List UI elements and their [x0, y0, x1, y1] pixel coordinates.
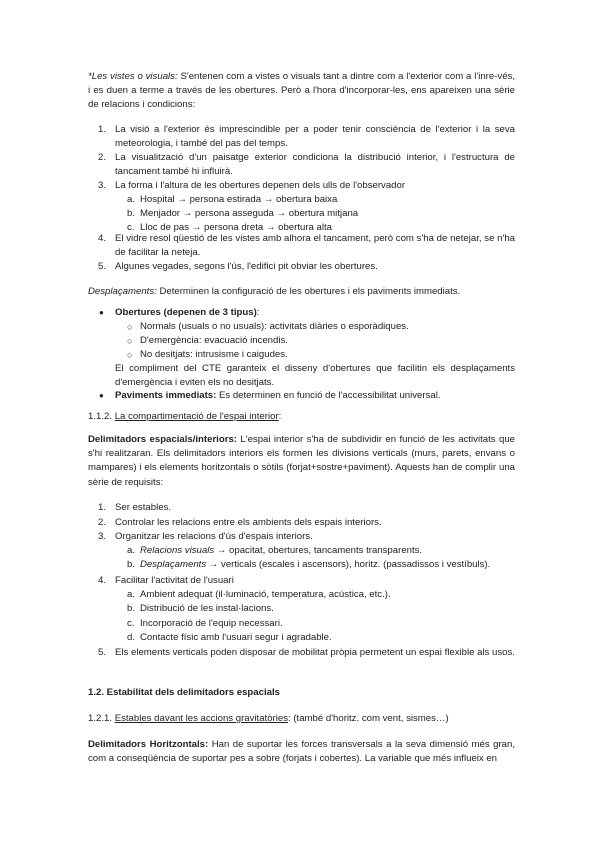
list-item: 1. Ser estables. [98, 502, 171, 513]
intro-text: S'entenen com a vistes o visuals tant a dintre com a l'exterior com a l'inre-vés, i es duen a terme a través de les obertures. Però a l'hora d'incorporar-les, ens apareixen una sèrie de relacions i condicions: [88, 71, 515, 111]
list-item: 5. Algunes vegades, segons l'ús, l'edifici pit obviar les obertures. [98, 261, 378, 272]
list-item: 2. La visualització d'un paisatge exterior condiciona la distribució interior, i l'estructura de tancament també hi influirà. [98, 152, 515, 178]
obertures-note: El compliment del CTE garanteix el disseny d'obertures que facilitin els desplaçaments d'emergència i eviten els no desitjats. [115, 363, 515, 389]
list-item: 5. Els elements verticals poden disposar de mobilitat pròpia permetent un espai flexible als usos. [98, 647, 515, 658]
list-item: 2. Controlar les relacions entre els ambients dels espais interiors. [98, 517, 382, 528]
desplacaments-paragraph: Desplaçaments: Determinen la configuració de les obertures i els paviments immediats. [88, 286, 461, 297]
list-subitem: ○ Normals (usuals o no usuals): activitats diàries o esporàdiques. [88, 320, 515, 335]
list-subitem: ○ D'emergència: evacuació incendis. [88, 334, 515, 349]
horitzontals-paragraph: Delimitadors Horitzontals: Han de suportar les forces transversals a la seva dimensió més gran, com a conseqüència de suportar pes a sobre (forjats i cobertes). La variable que més influeix en [88, 739, 515, 765]
list-subitem: b. Distribució de les instal·lacions. [127, 603, 274, 614]
circle-bullet-icon: ○ [127, 322, 133, 332]
list-subitem: b. Menjador → persona asseguda → obertura mitjana [127, 208, 359, 219]
bullet-icon: ● [99, 308, 104, 317]
bullet-paviments: ● Paviments immediats: Es determinen en funció de l'accessibilitat universal. [88, 389, 515, 404]
list-item: 4. El vidre resol qüestió de les vistes amb alhora el tancament, però com s'ha de netejar, se n'ha de facilitar la neteja. [98, 233, 515, 259]
circle-bullet-icon: ○ [127, 350, 133, 360]
bullet-icon: ● [99, 391, 104, 400]
list-subitem: a. Ambient adequat (il·luminació, temperatura, acústica, etc.). [127, 589, 391, 600]
list-item: 3. La forma i l'altura de les obertures depenen dels ulls de l'observador [98, 180, 406, 191]
list-item: 3. Organitzar les relacions d'ús d'espais interiors. [98, 531, 313, 542]
list-subitem: a. Relacions visuals → opacitat, obertures, tancaments transparents. [127, 545, 423, 556]
circle-bullet-icon: ○ [127, 336, 133, 346]
bullet-obertures: ● Obertures (depenen de 3 tipus): [88, 306, 515, 321]
list-subitem: ○ No desitjats: intrusisme i caigudes. [88, 348, 515, 363]
list-item: 4. Facilitar l'activitat de l'usuari [98, 575, 234, 586]
section-heading-112: 1.1.2. La compartimentació de l'espai interior: [88, 411, 282, 422]
list-subitem: c. Incorporació de l'equip necessari. [127, 618, 283, 629]
section-heading-121: 1.2.1. Estables davant les accions gravitatòries: (també d'horitz. com vent, sismes…) [88, 713, 449, 724]
delimitadors-paragraph: Delimitadors espacials/interiors: L'espai interior s'ha de subdividir en funció de les activitats que s'hi realitzaran. Els delimitadors interiors els formen les divisions verticals (murs, parets, envans o mampares) i els elements horitzontals o sòtils (forjat+sostre+paviment). Aquests han de complir una sèrie de requisits: [88, 434, 515, 488]
list-subitem: c. Lloc de pas → persona dreta → obertura alta [127, 222, 332, 233]
intro-paragraph [88, 70, 515, 113]
list-item: 1. La visió a l'exterior és imprescindible per a poder tenir consciència de l'exterior i la seva meteorologia, i també del pas del temps. [98, 124, 515, 150]
section-heading-12: 1.2. Estabilitat dels delimitadors espacials [88, 687, 280, 698]
list-subitem: b. Desplaçaments → verticals (escales i ascensors), horitz. (passadissos i vestíbuls). [127, 559, 491, 570]
intro-lead: *Les vistes o visuals: [88, 71, 178, 82]
list-subitem: a. Hospital → persona estirada → obertura baixa [127, 194, 338, 205]
list-subitem: d. Contacte físic amb l'usuari segur i agradable. [127, 632, 332, 643]
